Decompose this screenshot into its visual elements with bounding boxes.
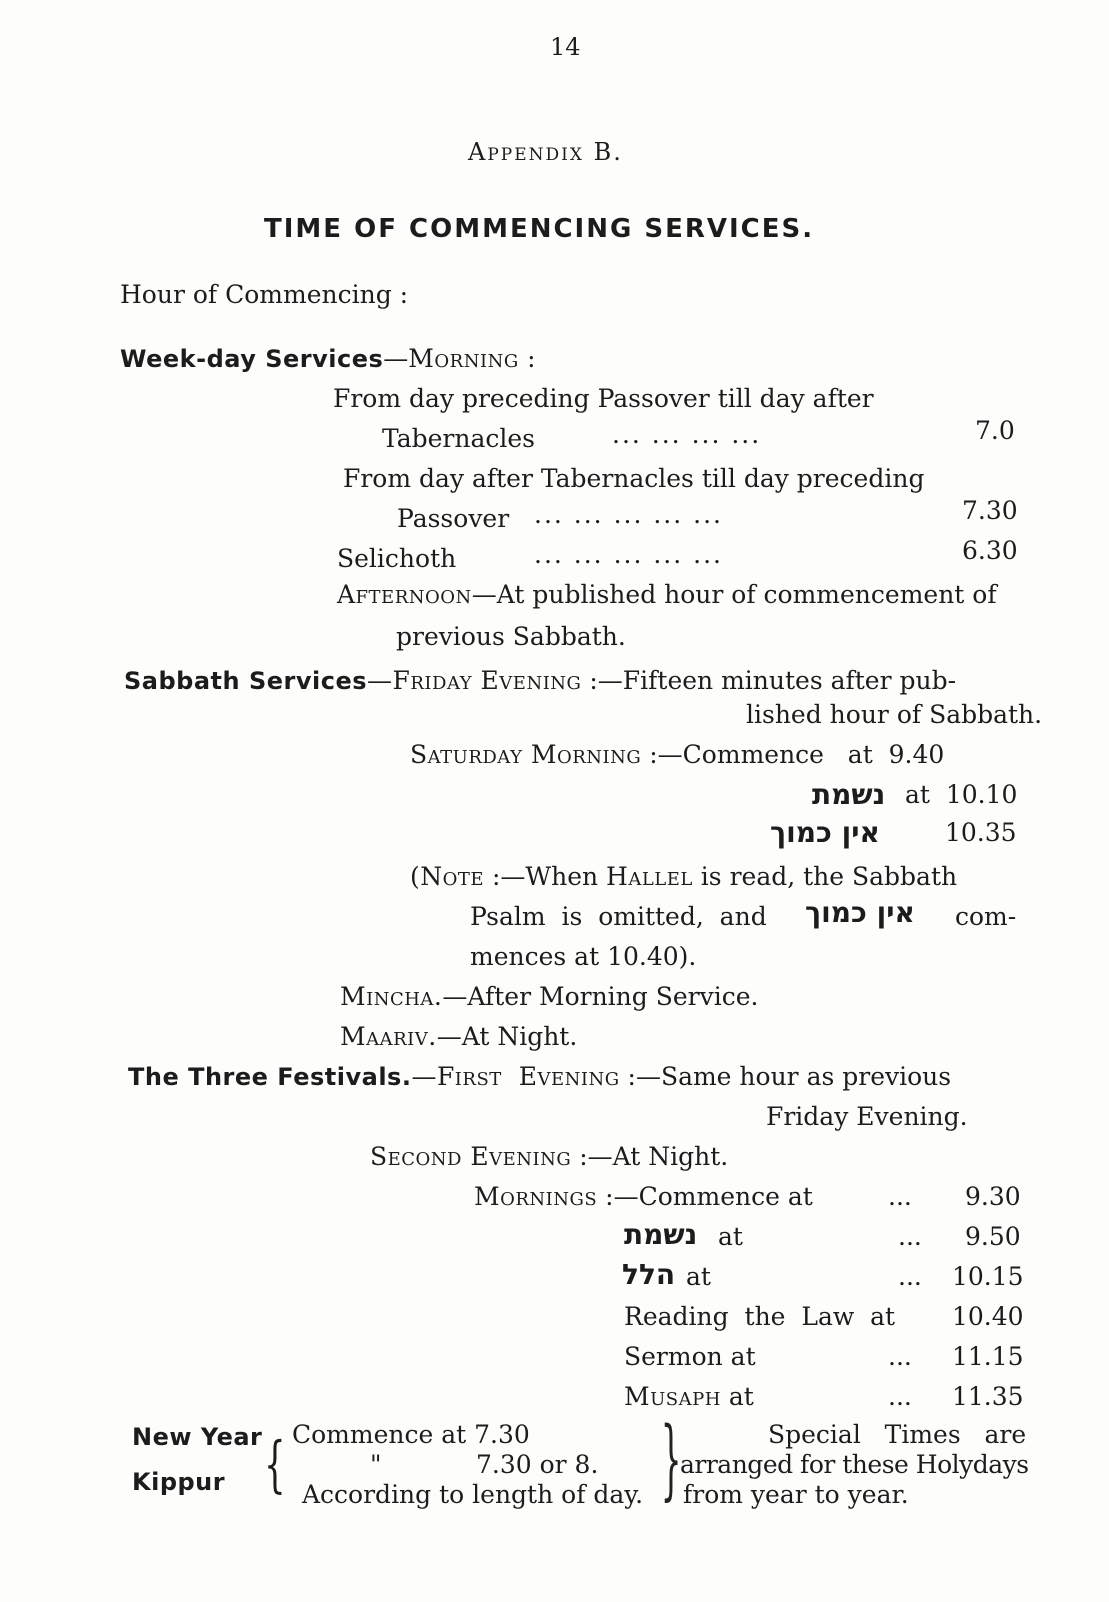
kippur-brace: {: [264, 1429, 286, 1501]
note-text-a: :—When: [484, 862, 607, 891]
note-line-3: mences at 10.40).: [470, 942, 697, 971]
musaph-at: at: [720, 1382, 754, 1411]
note-line-1: [410, 862, 957, 892]
festival-nishmat-hebrew: נשמת: [624, 1218, 698, 1251]
page-title: TIME OF COMMENCING SERVICES.: [264, 214, 815, 244]
festival-dots-1: ...: [888, 1182, 912, 1211]
festival-time-sermon: 11.15: [952, 1342, 1024, 1371]
sabbath-heading: Sabbath Services: [124, 667, 368, 695]
friday-evening-label: —Friday Evening: [367, 666, 582, 695]
saturday-morning-text: :—Commence at 9.40: [641, 740, 945, 769]
weekday-line5-dots: ... ... ... ... ...: [534, 540, 723, 569]
maariv-label: Maariv.: [340, 1022, 437, 1051]
saturday-morning-line: [410, 740, 944, 770]
new-year-text: Commence at 7.30: [292, 1420, 530, 1449]
weekday-heading: Week-day Services: [120, 345, 384, 373]
second-evening-line: [370, 1142, 728, 1172]
kippur-heading: Kippur: [132, 1468, 226, 1496]
mincha-label: Mincha.: [340, 982, 443, 1011]
sabbath-heading-line: [124, 666, 956, 696]
festival-musaph-line: [624, 1382, 754, 1412]
note-line-2-b: com-: [955, 902, 1017, 931]
afternoon-label: Afternoon: [337, 580, 472, 609]
musaph-label: Musaph: [624, 1382, 721, 1411]
festival-hallel-hebrew: הלל: [622, 1258, 676, 1291]
special-times-3: from year to year.: [683, 1480, 909, 1509]
weekday-morning-label: Morning :: [408, 344, 537, 373]
intro-text: Hour of Commencing :: [120, 280, 409, 309]
weekday-line2-dots: ... ... ... ...: [612, 420, 762, 449]
festival-dots-3: ...: [898, 1262, 922, 1291]
maariv-line: [340, 1022, 577, 1052]
nishmat-time: at 10.10: [905, 780, 1018, 809]
saturday-morning-label: Saturday Morning: [410, 740, 642, 769]
mornings-text: :—Commence at: [597, 1182, 813, 1211]
page-number: 14: [550, 33, 581, 61]
note-text-c: is read, the Sabbath: [692, 862, 958, 891]
new-year-heading: New Year: [132, 1423, 263, 1451]
ein-kamocha-hebrew: אין כמוך: [770, 816, 880, 849]
festival-time-law: 10.40: [952, 1302, 1024, 1331]
kippur-line-1: 7.30 or 8.: [476, 1450, 599, 1479]
afternoon-text: —At published hour of commencement of: [471, 580, 997, 609]
kippur-line-2: According to length of day.: [302, 1480, 644, 1509]
holydays-right-brace: }: [660, 1409, 682, 1511]
mincha-text: —After Morning Service.: [442, 982, 759, 1011]
weekday-heading-line: [120, 344, 536, 374]
mornings-label: Mornings: [474, 1182, 598, 1211]
second-evening-label: Second Evening: [370, 1142, 572, 1171]
special-times-1: Special Times are: [768, 1420, 1027, 1449]
festival-time-nishmat: 9.50: [965, 1222, 1021, 1251]
nishmat-hebrew: נשמת: [812, 778, 886, 811]
festival-dots-2: ...: [898, 1222, 922, 1251]
weekday-line2-time: 7.0: [975, 416, 1015, 445]
festival-nishmat-at: at: [718, 1222, 743, 1251]
weekday-line5: Selichoth: [337, 544, 457, 573]
afternoon-text-2: previous Sabbath.: [396, 622, 626, 651]
weekday-line2: Tabernacles: [382, 424, 536, 453]
weekday-line4-time: 7.30: [962, 496, 1018, 525]
friday-evening-text: :—Fifteen minutes after pub-: [581, 666, 957, 695]
weekday-line4-dots: ... ... ... ... ...: [534, 500, 723, 529]
mincha-line: [340, 982, 758, 1012]
festival-time-musaph: 11.35: [952, 1382, 1024, 1411]
weekday-line4: Passover: [397, 504, 510, 533]
mornings-line: [474, 1182, 813, 1212]
weekday-line1: From day preceding Passover till day after: [333, 384, 874, 413]
note-line-2-a: Psalm is omitted, and: [470, 902, 767, 931]
festival-dots-5: ...: [888, 1382, 912, 1411]
appendix-heading: Appendix B.: [468, 138, 623, 166]
special-times-2: arranged for these Holydays: [680, 1450, 1029, 1479]
first-evening-label: —First Evening: [411, 1062, 620, 1091]
first-evening-text: :—Same hour as previous: [619, 1062, 952, 1091]
festival-time-hallel: 10.15: [952, 1262, 1024, 1291]
second-evening-text: :—At Night.: [571, 1142, 729, 1171]
weekday-line3: From day after Tabernacles till day preceding: [343, 464, 925, 493]
festivals-heading: The Three Festivals.: [128, 1063, 412, 1091]
maariv-text: —At Night.: [436, 1022, 578, 1051]
weekday-line5-time: 6.30: [962, 536, 1018, 565]
festival-hallel-at: at: [686, 1262, 711, 1291]
festivals-heading-line: [128, 1062, 951, 1092]
festival-reading-law: Reading the Law at: [624, 1302, 896, 1331]
hallel-word: Hallel: [606, 862, 693, 891]
ein-kamocha-time: 10.35: [945, 818, 1017, 847]
festival-sermon: Sermon at: [624, 1342, 756, 1371]
festival-time-commence: 9.30: [965, 1182, 1021, 1211]
note-label: (Note: [410, 862, 485, 891]
weekday-dash: —: [383, 344, 409, 373]
first-evening-text-2: Friday Evening.: [766, 1102, 968, 1131]
friday-evening-text-2: lished hour of Sabbath.: [746, 700, 1043, 729]
kippur-ditto: ": [370, 1450, 382, 1479]
festival-dots-4: ...: [888, 1342, 912, 1371]
afternoon-line: [337, 580, 997, 610]
note-ein-kamocha-hebrew: אין כמוך: [805, 896, 915, 929]
